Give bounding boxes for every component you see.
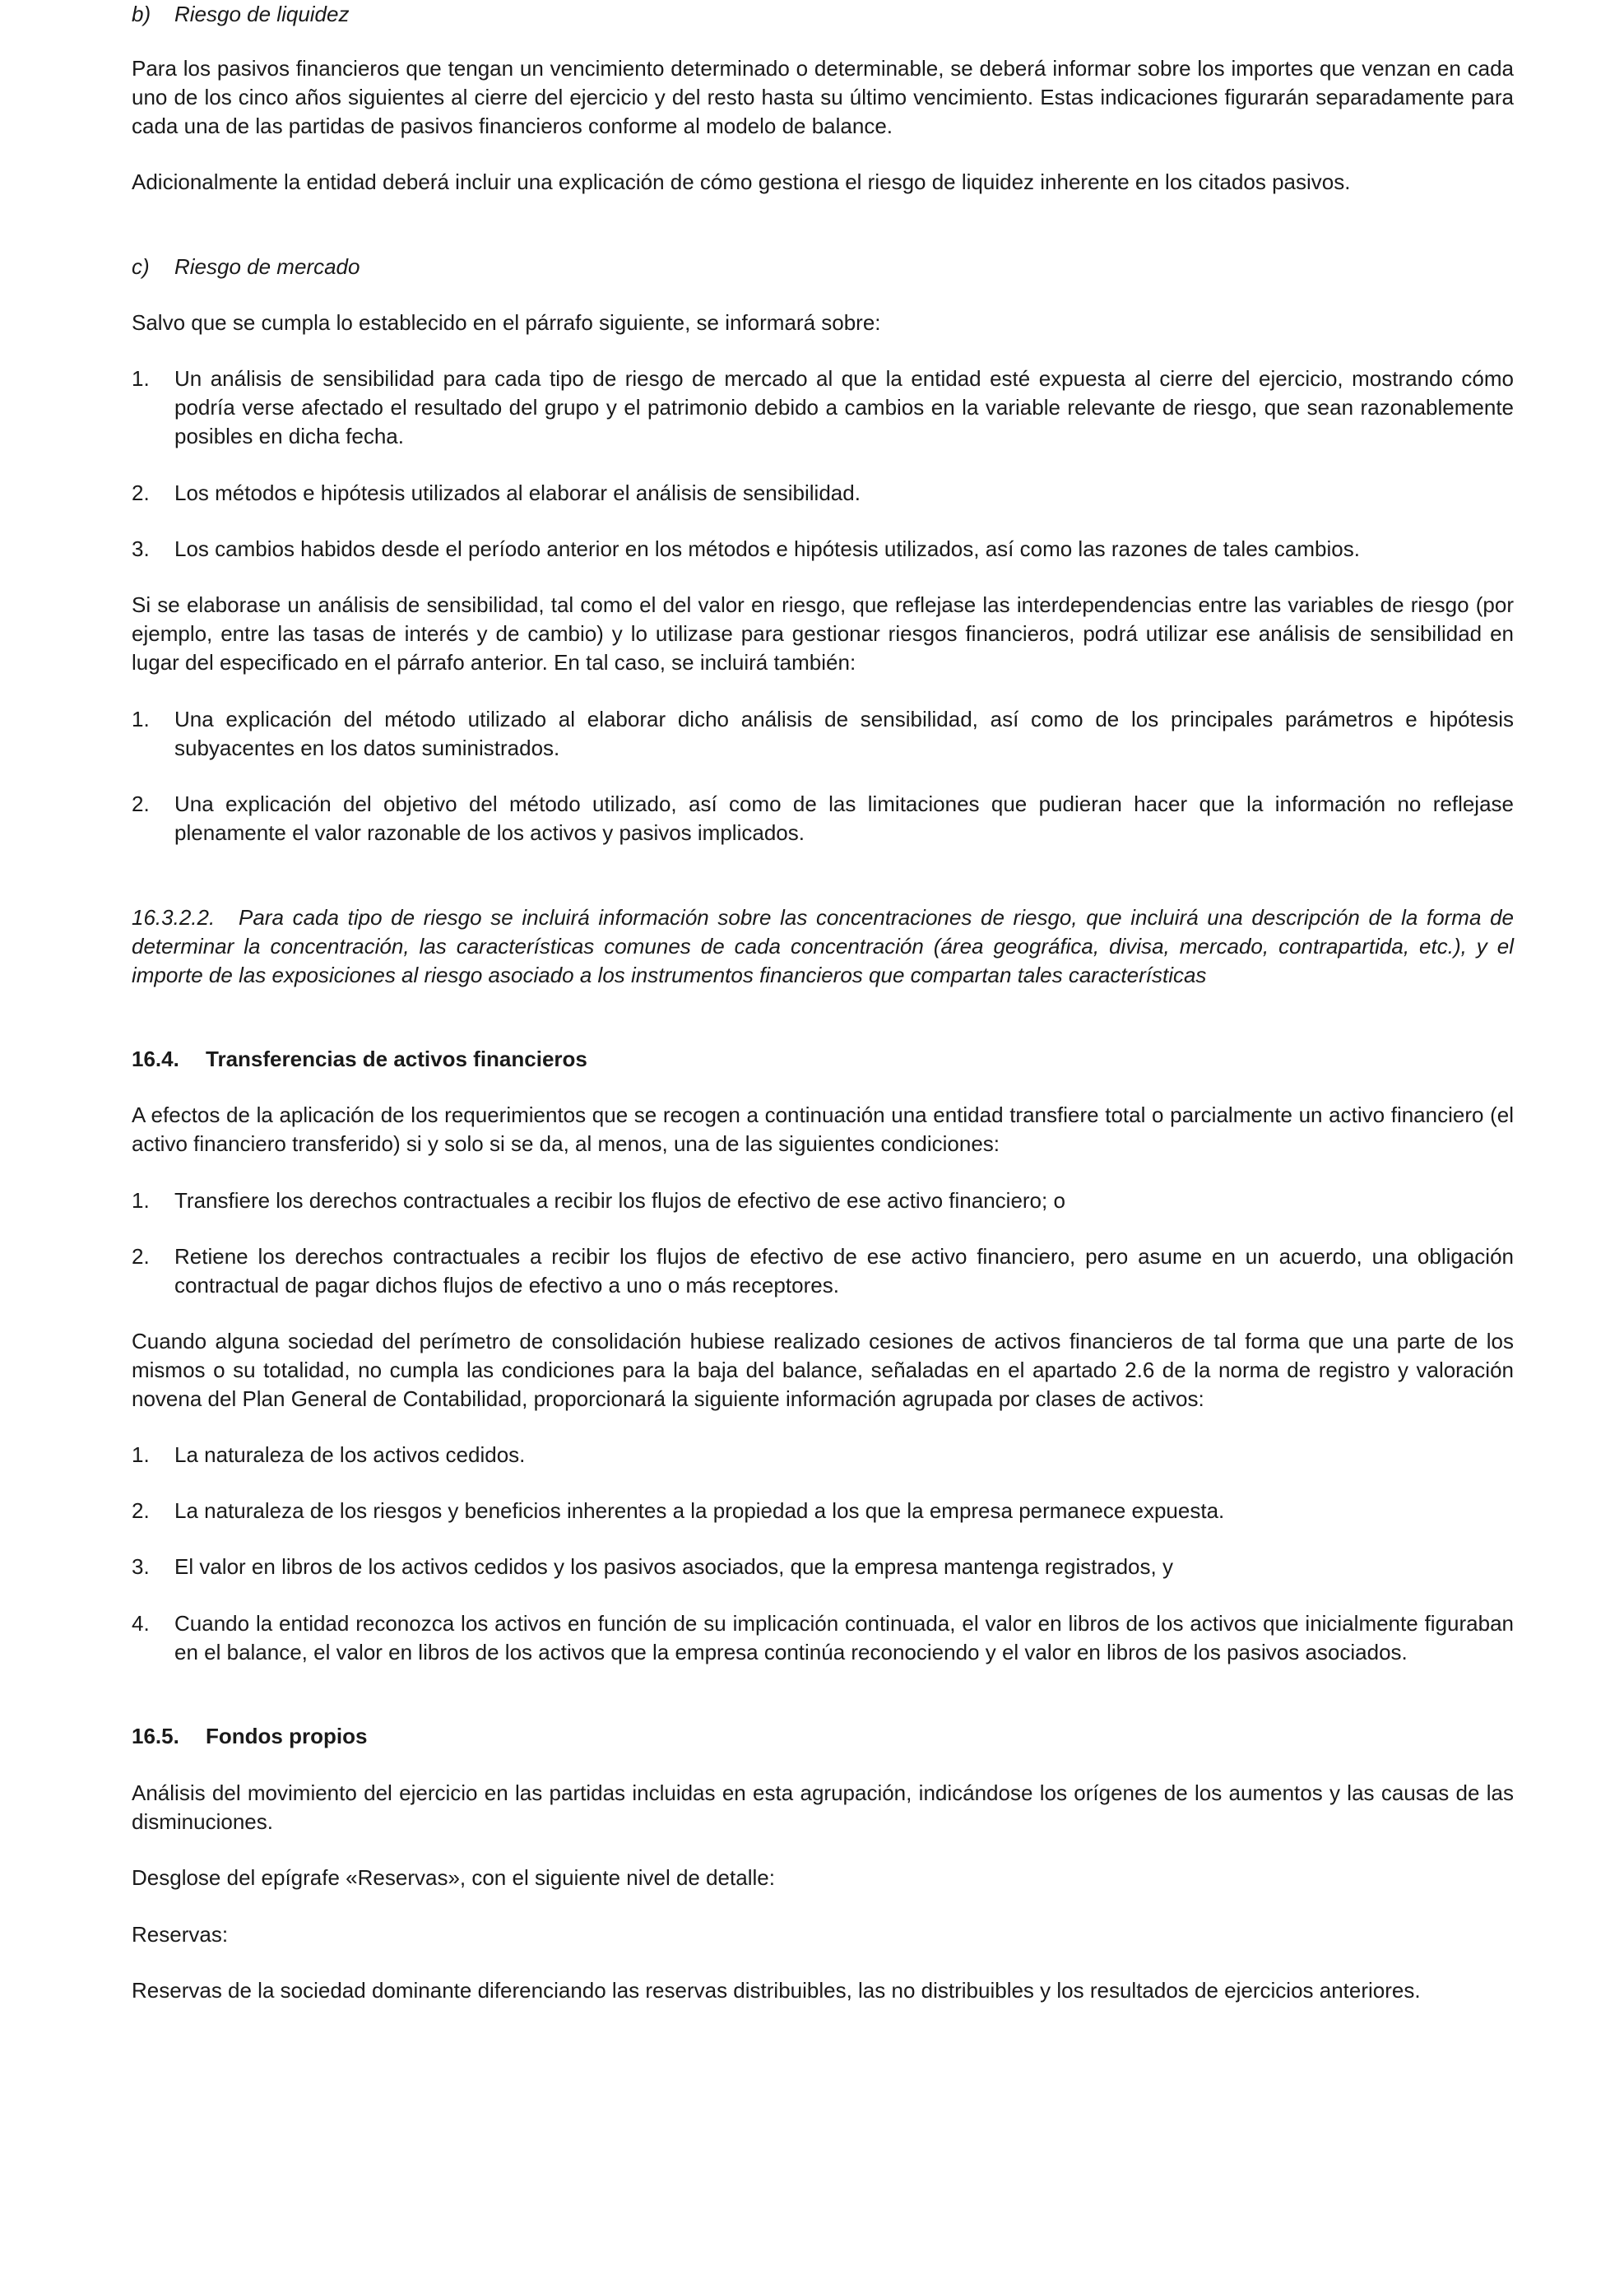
list-item [132,1553,1514,1581]
market-heading [132,253,1514,281]
liquidity-paragraph-2: Adicionalmente la entidad deberá incluir una explicación de cómo gestiona el riesgo de liquidez inherente en los citados pasivos. [132,169,1351,194]
list-number: 3. [132,536,150,561]
list-number: 1. [132,1442,150,1467]
transfers-title: Transferencias de activos financieros [206,1047,587,1071]
list-number: 2. [132,1498,150,1523]
list-number: 2. [132,792,150,816]
liquidity-label: b) [132,2,151,26]
list-text: La naturaleza de los activos cedidos. [174,1442,526,1467]
list-number: 1. [132,1188,150,1213]
market-label: c) [132,254,150,279]
list-item [132,1497,1514,1525]
list-item [132,1242,1514,1300]
list-item [132,705,1514,763]
list-text: Transfiere los derechos contractuales a recibir los flujos de efectivo de ese activo financiero; o [174,1188,1065,1213]
transfers-heading [132,1045,1514,1074]
equity-paragraph-4: Reservas de la sociedad dominante diferenciando las reservas distribuibles, las no distribuibles y los resultados de ejercicios anteriores. [132,1978,1421,2003]
liquidity-title: Riesgo de liquidez [174,2,350,26]
liquidity-paragraph-1: Para los pasivos financieros que tengan un vencimiento determinado o determinable, se deberá informar sobre los importes que venzan en cada uno de los cinco años siguientes al cierre del ejercicio y del resto hasta su último vencimiento. Estas indicaciones figurarán separadamente para cada una de las partidas de pasivos financieros conforme al modelo de balance. [132,56,1514,138]
liquidity-heading [132,0,1514,29]
equity-number: 16.5. [132,1724,179,1748]
list-text: Cuando la entidad reconozca los activos en función de su implicación continuada, el valor en libros de los activos que inicialmente figuraban en el balance, el valor en libros de los activos que la empresa continúa reconociendo y el valor en libros de los pasivos asociados. [174,1611,1514,1664]
concentration-paragraph [132,903,1514,990]
concentration-text: Para cada tipo de riesgo se incluirá información sobre las concentraciones de riesgo, que incluirá una descripción de la forma de determinar la concentración, las características comunes de cada concentración (área geográfica, divisa, mercado, contrapartida, etc.), y el importe de las exposiciones al riesgo asociado a los instrumentos financieros que compartan tales características [132,905,1514,987]
transfers-paragraph-1: A efectos de la aplicación de los requerimientos que se recogen a continuación una entidad transfiere total o parcialmente un activo financiero (el activo financiero transferido) si y solo si se da, al menos, una de las siguientes condiciones: [132,1103,1514,1156]
list-item [132,1441,1514,1469]
list-item [132,364,1514,451]
list-text: Los métodos e hipótesis utilizados al elaborar el análisis de sensibilidad. [174,480,861,505]
list-text: Retiene los derechos contractuales a recibir los flujos de efectivo de ese activo financiero, pero asume en un acuerdo, una obligación contractual de pagar dichos flujos de efectivo a uno o más receptores. [174,1244,1514,1298]
list-number: 1. [132,707,150,731]
list-number: 4. [132,1611,150,1636]
concentration-ref: 16.3.2.2. [132,905,216,930]
list-text: El valor en libros de los activos cedidos y los pasivos asociados, que la empresa mantenga registrados, y [174,1554,1173,1579]
equity-paragraph-3: Reservas: [132,1922,229,1947]
list-text: Un análisis de sensibilidad para cada tipo de riesgo de mercado al que la entidad esté expuesta al cierre del ejercicio, mostrando cómo podría verse afectado el resultado del grupo y el patrimonio debido a cambios en la variable relevante de riesgo, que sean razonablemente posibles en dicha fecha. [174,366,1514,448]
list-text: Una explicación del objetivo del método utilizado, así como de las limitaciones que pudieran hacer que la información no reflejase plenamente el valor razonable de los activos y pasivos implicados. [174,792,1514,845]
list-item [132,1609,1514,1667]
market-intro: Salvo que se cumpla lo establecido en el párrafo siguiente, se informará sobre: [132,310,881,335]
list-number: 2. [132,480,150,505]
list-item [132,1186,1514,1215]
transfers-paragraph-2: Cuando alguna sociedad del perímetro de consolidación hubiese realizado cesiones de activos financieros de tal forma que una parte de los mismos o su totalidad, no cumpla las condiciones para la baja del balance, señaladas en el apartado 2.6 de la norma de registro y valoración novena del Plan General de Contabilidad, proporcionará la siguiente información agrupada por clases de activos: [132,1329,1514,1411]
equity-title: Fondos propios [206,1724,368,1748]
transfers-number: 16.4. [132,1047,179,1071]
list-number: 3. [132,1554,150,1579]
list-number: 1. [132,366,150,391]
market-title: Riesgo de mercado [174,254,360,279]
market-paragraph-2: Si se elaborase un análisis de sensibilidad, tal como el del valor en riesgo, que reflejase las interdependencias entre las variables de riesgo (por ejemplo, entre las tasas de interés y de cambio) y lo utilizase para gestionar riesgos financieros, podrá utilizar ese análisis de sensibilidad en lugar del especificado en el párrafo anterior. En tal caso, se incluirá también: [132,592,1514,675]
equity-heading [132,1722,1514,1751]
list-text: Una explicación del método utilizado al elaborar dicho análisis de sensibilidad, así como de los principales parámetros e hipótesis subyacentes en los datos suministrados. [174,707,1514,760]
list-number: 2. [132,1244,150,1269]
equity-paragraph-2: Desglose del epígrafe «Reservas», con el siguiente nivel de detalle: [132,1865,775,1890]
list-text: Los cambios habidos desde el período anterior en los métodos e hipótesis utilizados, así como las razones de tales cambios. [174,536,1360,561]
list-item [132,790,1514,847]
equity-paragraph-1: Análisis del movimiento del ejercicio en las partidas incluidas en esta agrupación, indicándose los orígenes de los aumentos y las causas de las disminuciones. [132,1780,1514,1834]
list-item [132,479,1514,508]
list-text: La naturaleza de los riesgos y beneficios inherentes a la propiedad a los que la empresa permanece expuesta. [174,1498,1225,1523]
list-item [132,535,1514,564]
